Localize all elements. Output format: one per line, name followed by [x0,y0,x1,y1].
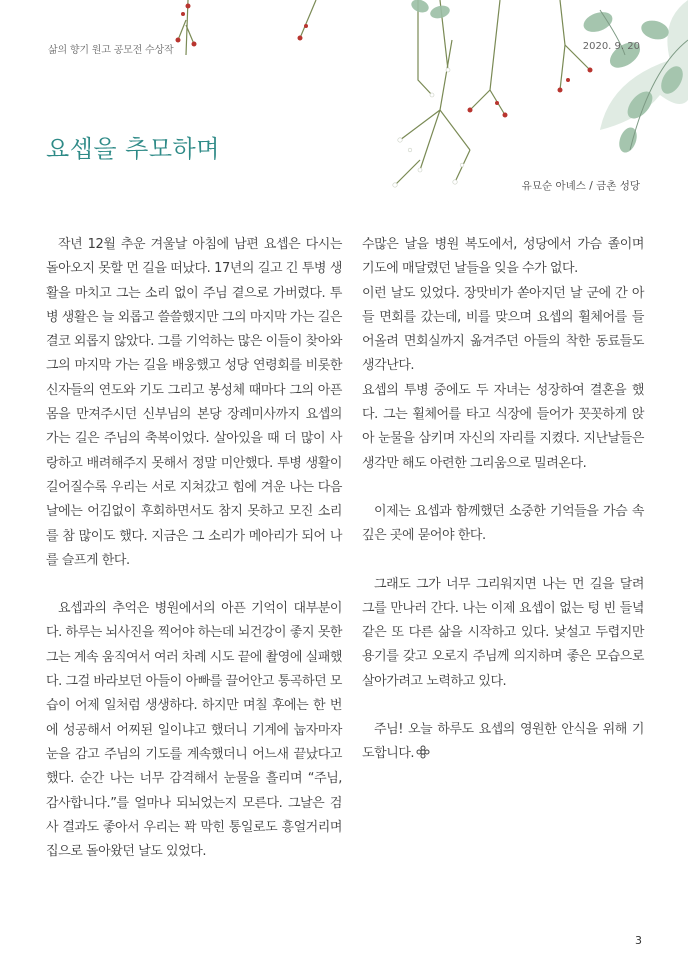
page-number: 3 [635,934,642,947]
flower-icon [416,745,430,759]
paragraph: 작년 12월 추운 겨울날 아침에 남편 요셉은 다시는 돌아오지 못할 먼 길을 떠났다. 17년의 길고 긴 투병 생활을 마치고 그는 소리 없이 주님 곁으로 가버렸다. 투병 생활은 늘 외롭고 쓸쓸했지만 그의 마지막 가는 길은 결코 외롭지 않았다. 그를 기억하는 많은 이들이 찾아와 그의 마지막 가는 길을 배웅했고 성당 연령회를 비롯한 신자들의 연도와 기도 그리고 봉성체 때마다 그의 아픈 몸을 만져주시던 신부님의 본당 장례미사까지 요셉의 가는 길은 주님의 축복이었다. 살아있을 때 더 많이 사랑하고 배려해주지 못해서 정말 미안했다. 투병 생활이 길어질수록 우리는 서로 지쳐갔고 힘에 겨운 나는 다음 날에는 어김없이 후회하면서도 참지 못하고 모진 소리를 참 많이도 했다. 지금은 그 소리가 메아리가 되어 나를 슬프게 한다. [46,237,342,568]
article-byline: 유묘순 아녜스 / 금촌 성당 [521,180,640,192]
paragraph: 요셉의 투병 중에도 두 자녀는 성장하여 결혼을 했다. 그는 휠체어를 타고 식장에 들어가 꼿꼿하게 앉아 눈물을 삼키며 자신의 자리를 지켰다. 지난날들은 생각만 해도 아련한 그리움으로 밀려온다. [362,382,644,471]
article-title: 요셉을 추모하며 [46,135,220,164]
paragraph: 수많은 날을 병원 복도에서, 성당에서 가슴 졸이며 기도에 매달렸던 날들을 잊을 수가 없다. [362,237,644,277]
right-text-column [362,233,644,767]
left-text-column [46,233,342,864]
paragraph: 요셉과의 추억은 병원에서의 아픈 기억이 대부분이다. 하루는 뇌사진을 찍어야 하는데 뇌건강이 좋지 못한 그는 계속 움직여서 여러 차례 시도 끝에 촬영에 실패했다. 그걸 바라보던 아들이 아빠를 끌어안고 통곡하던 모습이 어제 일처럼 생생하다. 하지만 며칠 후에는 한 번에 성공해서 어찌된 일이냐고 했더니 기계에 눕자마자 눈을 감고 주님의 기도를 계속했더니 어느새 끝났다고 했다. 순간 나는 너무 감격해서 눈물을 흘리며 “주님, 감사합니다.”를 얼마나 되뇌었는지 모른다. 그날은 검사 결과도 좋아서 우리는 꽉 막힌 통일로도 흥얼거리며 집으로 돌아왔던 날도 있었다. [46,601,342,860]
paragraph: 이제는 요셉과 함께했던 소중한 기억들을 가슴 속 깊은 곳에 묻어야 한다. [362,503,644,544]
paragraph: 이런 날도 있었다. 장맛비가 쏟아지던 날 군에 간 아들 면회를 갔는데, 비를 맞으며 요셉의 휠체어를 들어올려 면회실까지 옮겨주던 아들의 착한 동료들도 생각난다. [362,285,644,374]
publication-series-label: 삶의 향기 원고 공모전 수상작 [48,45,174,56]
paragraph: 그래도 그가 너무 그리워지면 나는 먼 길을 달려 그를 만나러 간다. 나는 이제 요셉이 없는 텅 빈 들녘같은 또 다른 삶을 시작하고 있다. 낯설고 두렵지만 용기를 갖고 오로지 주님께 의지하며 좋은 모습으로 살아가려고 노력하고 있다. [362,576,644,689]
publication-date: 2020. 9. 20 [582,41,640,52]
closing-paragraph [362,718,644,767]
closing-prayer-text: 주님! 오늘 하루도 요셉의 영원한 안식을 위해 기도합니다. [362,722,644,762]
